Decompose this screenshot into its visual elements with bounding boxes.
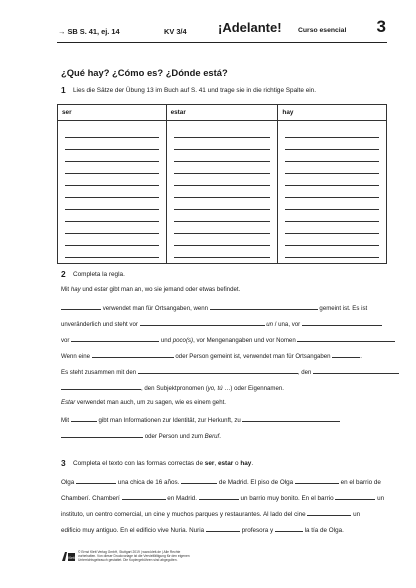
text-line-4: edificio muy antiguo. En el edificio vive Nuria. Nuria profesora y la tía de Olga. [61,527,344,534]
exercise-1-instruction: Lies die Sätze der Übung 13 im Buch auf S. 41 und trage sie in die richtige Spalte ein. [73,87,316,94]
text-line-2: Chamberí. Chamberí en Madrid. un barrio muy bonito. En el barrio un [61,495,385,502]
blank-field[interactable] [302,319,382,326]
text-line-3: instituto, un centro comercial, un cine y muchos parques y restaurantes. Al lado del cine un [61,511,361,518]
write-line[interactable] [65,186,159,198]
rule-line-10: oder Person und zum Beruf. [61,431,221,441]
course-name: Curso esencial [298,27,347,34]
blank-field[interactable] [140,319,265,326]
rule-line-1: Mit hay und estar gibt man an, wo sie jemand oder etwas befindet. [61,286,241,293]
copyright-notice: © Ernst Klett Verlag GmbH, Stuttgart 2019 | www.klett.de | Alle Rechte vorbehalten. Von dieser Druckvorlage ist die Vervielfältigung für den eigenen Unterrichtsgebrauch gestattet. Die Kopiergebühren sind abgegolten. [78,550,190,562]
blank-field[interactable] [199,493,239,500]
write-line[interactable] [285,174,379,186]
rule-line-6: Es steht zusammen mit den , den [61,367,399,377]
write-line[interactable] [285,234,379,246]
page-title: ¿Qué hay? ¿Cómo es? ¿Dónde está? [61,67,228,78]
write-line[interactable] [174,174,271,186]
write-line[interactable] [174,186,271,198]
rule-line-9: Mit gibt man Informationen zur Identität, zur Herkunft, zu [61,415,340,425]
write-line[interactable] [174,246,271,258]
write-line[interactable] [65,198,159,210]
write-line[interactable] [174,222,271,234]
write-line[interactable] [174,138,271,150]
write-line[interactable] [174,162,271,174]
blank-field[interactable] [335,493,375,500]
blank-field[interactable] [61,383,141,390]
rule-line-2: verwendet man für Ortsangaben, wenn gemeint ist. Es ist [61,303,367,313]
exercise-1-number: 1 [61,85,66,95]
write-line[interactable] [174,126,271,138]
write-line[interactable] [174,198,271,210]
rule-line-8: Estar verwendet man auch, um zu sagen, wie es einem geht. [61,399,226,406]
write-line[interactable] [65,174,159,186]
column-header-ser: ser [58,105,167,121]
blank-field[interactable] [295,477,339,484]
blank-field[interactable] [297,335,395,342]
write-line[interactable] [174,234,271,246]
column-hay-cell[interactable] [278,121,387,264]
rule-line-4: vor und poco(s), vor Mengenangaben und vor Nomen [61,335,395,345]
write-line[interactable] [285,222,379,234]
exercise-2-number: 2 [61,269,66,279]
column-header-estar: estar [166,105,278,121]
column-header-hay: hay [278,105,387,121]
brand-title: ¡Adelante! [218,20,282,35]
blank-field[interactable] [210,303,318,310]
write-line[interactable] [285,210,379,222]
exercise-3-instruction: Completa el texto con las formas correctas de ser, estar o hay. [73,460,254,467]
write-line[interactable] [65,210,159,222]
blank-field[interactable] [61,431,143,438]
answer-table [57,104,387,264]
blank-field[interactable] [61,303,101,310]
header-rule [57,42,387,43]
blank-field[interactable] [307,509,351,516]
write-line[interactable] [285,126,379,138]
rule-line-5: Wenn eine oder Person gemeint ist, verwendet man für Ortsangaben . [61,353,362,360]
blank-field[interactable] [206,525,240,532]
write-line[interactable] [174,210,271,222]
blank-field[interactable] [242,415,340,422]
blank-field[interactable] [71,415,97,422]
write-line[interactable] [65,222,159,234]
column-ser-cell[interactable] [58,121,167,264]
blank-field[interactable] [138,367,298,374]
unit-number: 3 [376,17,386,36]
text-line-1: Olga una chica de 16 años. de Madrid. El piso de Olga en el barrio de [61,479,381,486]
exercise-2-instruction: Completa la regla. [73,271,125,278]
svg-text:Klett: Klett [68,556,75,560]
blank-field[interactable] [181,477,217,484]
write-line[interactable] [65,150,159,162]
rule-line-7: , den Subjektpronomen (yo, tú …) oder Eigennamen. [61,383,284,393]
write-line[interactable] [65,138,159,150]
blank-field[interactable] [92,351,174,358]
write-line[interactable] [65,246,159,258]
blank-field[interactable] [71,335,159,342]
blank-field[interactable] [332,351,360,358]
write-line[interactable] [285,138,379,150]
write-line[interactable] [65,162,159,174]
blank-field[interactable] [76,477,116,484]
blank-field[interactable] [275,525,303,532]
write-line[interactable] [285,246,379,258]
write-line[interactable] [174,150,271,162]
book-reference: → SB S. 41, ej. 14 [58,27,120,36]
exercise-3-number: 3 [61,458,66,468]
column-estar-cell[interactable] [166,121,278,264]
write-line[interactable] [65,234,159,246]
klett-logo-icon [60,550,76,563]
write-line[interactable] [65,126,159,138]
write-line[interactable] [285,150,379,162]
worksheet-code: KV 3/4 [164,27,187,36]
blank-field[interactable] [313,367,399,374]
rule-line-3: unveränderlich und steht vor un / una, vor [61,319,382,329]
write-line[interactable] [285,162,379,174]
write-line[interactable] [285,186,379,198]
blank-field[interactable] [122,493,166,500]
write-line[interactable] [285,198,379,210]
